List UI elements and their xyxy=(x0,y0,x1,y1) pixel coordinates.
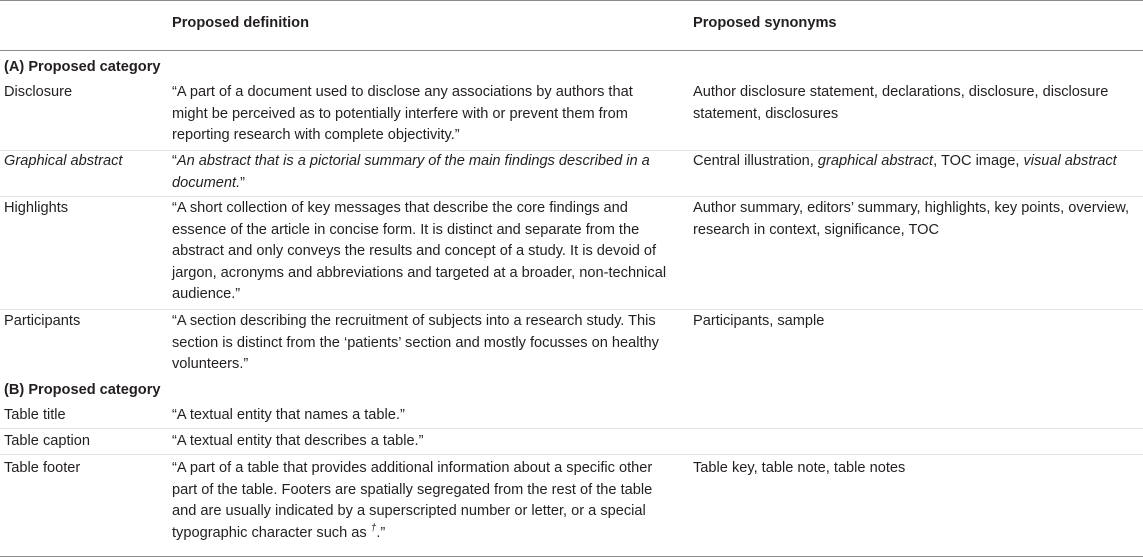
definition-table-footer-end: .” xyxy=(376,524,386,541)
synonyms-disclosure: Author disclosure statement, declarations, disclosure, disclosure statement, disclosures xyxy=(693,84,1109,122)
definition-graphical-abstract-text: An abstract that is a pictorial summary of the main findings described in a document. xyxy=(172,153,650,191)
synonym-part: visual abstract xyxy=(1023,153,1117,169)
section-a-title: (A) Proposed category xyxy=(4,59,161,75)
term-disclosure: Disclosure xyxy=(4,84,73,100)
term-table-title: Table title xyxy=(4,407,66,423)
row-rule xyxy=(0,309,1143,310)
synonym-part: , TOC image, xyxy=(933,153,1024,169)
synonyms-graphical-abstract xyxy=(693,151,1143,173)
synonyms-participants: Participants, sample xyxy=(693,313,825,329)
quote-close: ” xyxy=(240,174,246,191)
synonyms-table-footer: Table key, table note, table notes xyxy=(693,460,906,476)
row-rule xyxy=(0,428,1143,429)
table-top-rule xyxy=(0,0,1143,1)
definition-participants: “A section describing the recruitment of subjects into a research study. This section is distinct from the ‘patients’ section and mostly focusses on healthy volunteers.” xyxy=(172,313,659,372)
definition-graphical-abstract xyxy=(172,151,672,194)
term-participants: Participants xyxy=(4,313,81,329)
synonyms-highlights: Author summary, editors’ summary, highlights, key points, overview, research in context, significance, TOC xyxy=(693,200,1130,238)
section-b-title: (B) Proposed category xyxy=(4,382,161,398)
synonym-part: Central illustration, xyxy=(693,153,818,169)
definition-disclosure: “A part of a document used to disclose any associations by authors that might be perceived as to potentially interfere with or prevent them from reporting research with complete objectivity.” xyxy=(172,84,633,143)
definition-highlights: “A short collection of key messages that describe the core findings and essence of the article in concise form. It is distinct and separate from the abstract and only conveys the results and concept of a study. It is devoid of jargon, acronyms and abbreviations and targeted at a broader, non-technical audience.” xyxy=(172,200,667,302)
term-table-caption: Table caption xyxy=(4,433,91,449)
dagger-symbol: † xyxy=(370,522,377,534)
term-graphical-abstract xyxy=(4,151,122,173)
header-rule xyxy=(0,50,1143,51)
row-rule xyxy=(0,454,1143,455)
definition-table-caption: “A textual entity that describes a table.” xyxy=(172,433,424,449)
definition-table-footer-text: “A part of a table that provides additional information about a specific other part of the table. Footers are spatially segregated from the rest of the table and are usually indicated by a superscripted number or letter, or a special typographic character such as xyxy=(172,460,653,541)
definition-table-title: “A textual entity that names a table.” xyxy=(172,407,405,423)
row-rule xyxy=(0,196,1143,197)
term-graphical-abstract-text: Graphical abstract xyxy=(4,153,123,169)
header-definition: Proposed definition xyxy=(172,15,310,31)
term-table-footer: Table footer xyxy=(4,460,81,476)
synonym-part: graphical abstract xyxy=(817,153,934,169)
header-synonyms: Proposed synonyms xyxy=(693,15,837,31)
definition-table-footer xyxy=(172,458,672,544)
term-highlights: Highlights xyxy=(4,200,69,216)
quote-open: “ xyxy=(172,153,177,169)
